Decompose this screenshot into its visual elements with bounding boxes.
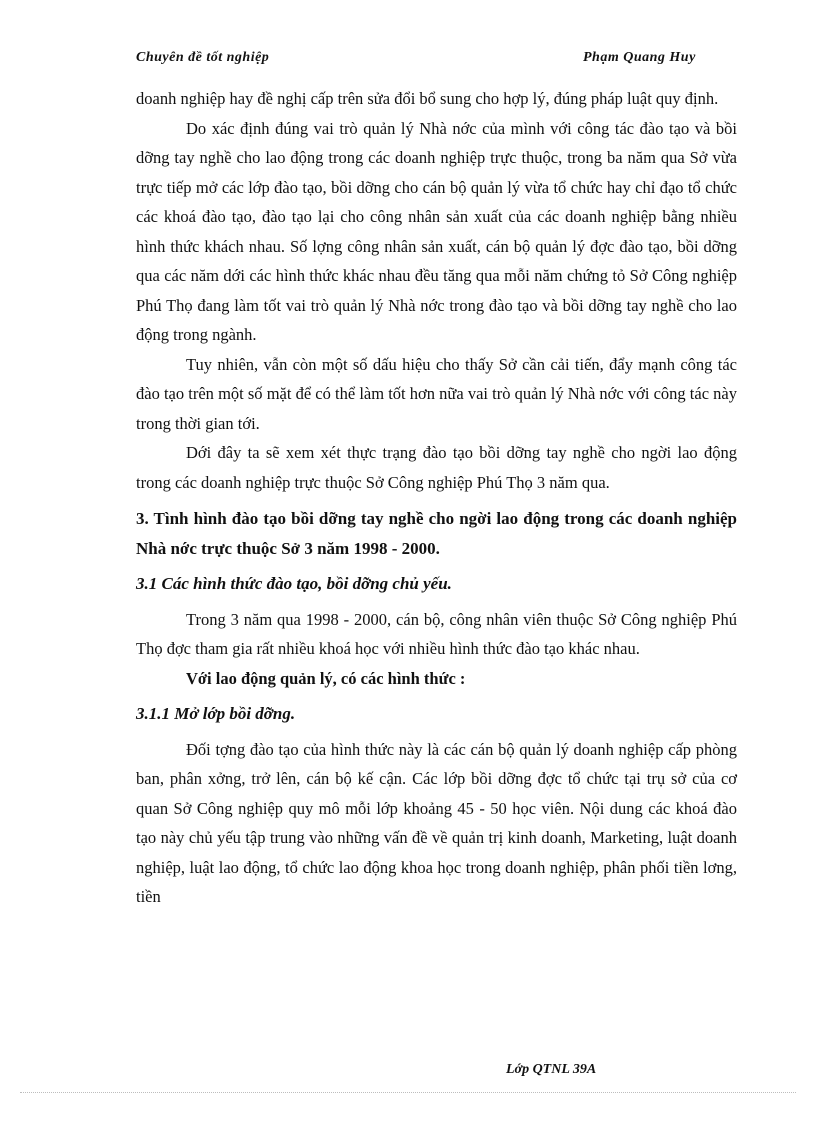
subheading-management: Với lao động quản lý, có các hình thức :: [186, 668, 466, 688]
paragraph-intro: Dới đây ta sẽ xem xét thực trạng đào tạo bồi dỡng tay nghề cho ngời lao động trong các doanh nghiệp trực thuộc Sở Công nghiệp Phú Thọ 3 năm qua.: [136, 443, 737, 492]
header-thesis-title: Chuyên đề tốt nghiệp: [136, 50, 270, 65]
section-heading-3: 3. Tình hình đào tạo bồi dỡng tay nghề cho ngời lao động trong các doanh nghiệp Nhà nớc trực thuộc Sở 3 năm 1998 - 2000.: [136, 509, 737, 558]
document-body: [136, 84, 737, 912]
paragraph-continuation: doanh nghiệp hay đề nghị cấp trên sửa đổi bổ sung cho hợp lý, đúng pháp luật quy định.: [136, 89, 719, 108]
paragraph-improvement: Tuy nhiên, vẫn còn một số dấu hiệu cho thấy Sở cần cải tiến, đẩy mạnh công tác đào tạo trên một số mặt để có thể làm tốt hơn nữa vai trò quản lý Nhà nớc với công tác này trong thời gian tới.: [136, 354, 737, 433]
page-footer-class: Lớp QTNL 39A: [506, 1062, 597, 1077]
bottom-divider: [20, 1092, 796, 1093]
section-heading-3-1-1: 3.1.1 Mở lớp bồi dỡng.: [136, 704, 296, 723]
paragraph-training-classes: Đối tợng đào tạo của hình thức này là các cán bộ quản lý doanh nghiệp cấp phòng ban, phân xởng, trở lên, cán bộ kế cận. Các lớp bồi dỡng đợc tổ chức tại trụ sở của cơ quan Sở Công nghiệp quy mô mỗi lớp khoảng 45 - 50 học viên. Nội dung các khoá đào tạo này chủ yếu tập trung vào những vấn đề về quản trị kinh doanh, Marketing, luật doanh nghiệp, luật lao động, tổ chức lao động khoa học trong doanh nghiệp, phân phối tiền lơng, tiền: [136, 739, 737, 906]
paragraph-role: Do xác định đúng vai trò quản lý Nhà nớc của mình với công tác đào tạo và bồi dỡng tay nghề cho lao động trong các doanh nghiệp trực thuộc, trong ba năm qua Sở vừa trực tiếp mở các lớp đào tạo, bồi dỡng cho cán bộ quản lý vừa tổ chức hay chỉ đạo tổ chức các khoá đào tạo, đào tạo lại cho công nhân sản xuất của các doanh nghiệp bằng nhiều hình thức khách nhau. Số lợng công nhân sản xuất, cán bộ quản lý đợc đào tạo, bồi dỡng qua các năm dới các hình thức khác nhau đều tăng qua mỗi năm chứng tỏ Sở Công nghiệp Phú Thọ đang làm tốt vai trò quản lý Nhà nớc trong đào tạo và bồi dỡng tay nghề cho lao động trong ngành.: [136, 118, 737, 344]
paragraph-overview: Trong 3 năm qua 1998 - 2000, cán bộ, công nhân viên thuộc Sở Công nghiệp Phú Thọ đợc tham gia rất nhiều khoá học với nhiều hình thức đào tạo khác nhau.: [136, 609, 737, 658]
header-author-name: Phạm Quang Huy: [583, 50, 696, 65]
section-heading-3-1: 3.1 Các hình thức đào tạo, bồi dỡng chủ yếu.: [136, 574, 452, 593]
